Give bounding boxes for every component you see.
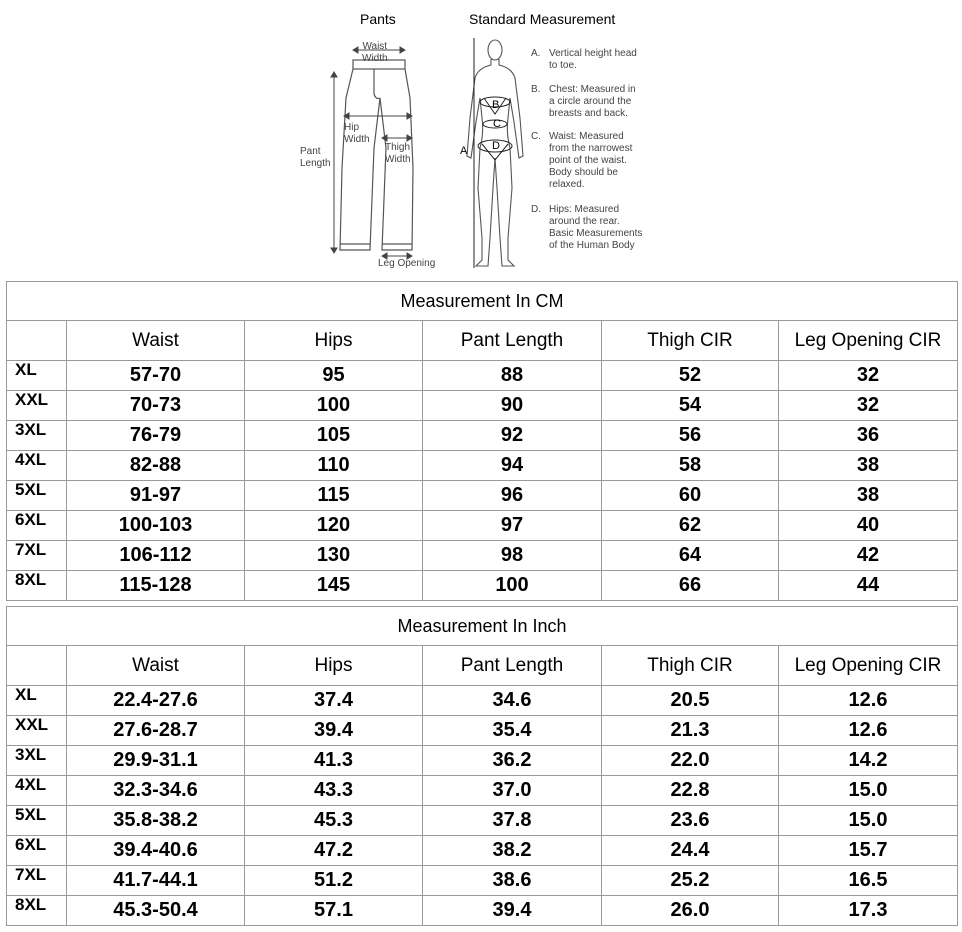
table-cell: 38.6 [423, 866, 602, 896]
table-header-row [7, 646, 958, 686]
table-cell: 26.0 [602, 896, 779, 926]
table-cell: 100 [245, 391, 423, 421]
hip-width-label: Hip Width [344, 122, 370, 145]
size-label: XXL [7, 716, 67, 746]
note-c-text: Waist: Measured from the narrowest point of the waist. Body should be relaxed. [549, 131, 633, 190]
table-cell: 58 [602, 451, 779, 481]
table-cell: 90 [423, 391, 602, 421]
table-row [7, 836, 958, 866]
table-cell: 62 [602, 511, 779, 541]
table-cell: 66 [602, 571, 779, 601]
size-label: XL [7, 686, 67, 716]
table-cell: 16.5 [779, 866, 958, 896]
size-label: 4XL [7, 776, 67, 806]
table-cell: 60 [602, 481, 779, 511]
column-header [7, 321, 67, 361]
table-cell: 57.1 [245, 896, 423, 926]
table-cell: 70-73 [67, 391, 245, 421]
table-cell: 76-79 [67, 421, 245, 451]
table-cell: 38.2 [423, 836, 602, 866]
leg-opening-label: Leg Opening [378, 258, 436, 269]
inch-size-table [6, 606, 958, 926]
table-row [7, 866, 958, 896]
table-row [7, 896, 958, 926]
table-cell: 32 [779, 391, 958, 421]
table-cell: 100 [423, 571, 602, 601]
table-cell: 38 [779, 451, 958, 481]
table-cell: 96 [423, 481, 602, 511]
table-cell: 39.4-40.6 [67, 836, 245, 866]
size-label: 7XL [7, 541, 67, 571]
table-row [7, 421, 958, 451]
table-cell: 14.2 [779, 746, 958, 776]
table-cell: 91-97 [67, 481, 245, 511]
table-cell: 115-128 [67, 571, 245, 601]
table-row [7, 746, 958, 776]
table-cell: 38 [779, 481, 958, 511]
table-cell: 36 [779, 421, 958, 451]
body-letter-a: A [460, 145, 468, 157]
table-cell: 106-112 [67, 541, 245, 571]
table-row [7, 511, 958, 541]
table-row [7, 686, 958, 716]
table-title: Measurement In Inch [7, 607, 958, 646]
table-cell: 42 [779, 541, 958, 571]
table-row [7, 571, 958, 601]
table-cell: 45.3-50.4 [67, 896, 245, 926]
size-label: 8XL [7, 896, 67, 926]
size-label: 5XL [7, 481, 67, 511]
cm-size-table [6, 281, 958, 601]
body-letter-d: D [492, 140, 500, 152]
table-row [7, 361, 958, 391]
table-cell: 41.3 [245, 746, 423, 776]
table-title-row [7, 607, 958, 646]
table-cell: 44 [779, 571, 958, 601]
column-header [7, 646, 67, 686]
table-cell: 36.2 [423, 746, 602, 776]
table-cell: 22.8 [602, 776, 779, 806]
table-row [7, 541, 958, 571]
table-cell: 12.6 [779, 686, 958, 716]
note-b-text: Chest: Measured in a circle around the breasts and back. [549, 84, 636, 119]
size-label: 8XL [7, 571, 67, 601]
table-cell: 15.7 [779, 836, 958, 866]
table-cell: 15.0 [779, 806, 958, 836]
table-cell: 52 [602, 361, 779, 391]
table-cell: 105 [245, 421, 423, 451]
table-cell: 51.2 [245, 866, 423, 896]
table-cell: 115 [245, 481, 423, 511]
column-header: Leg Opening CIR [779, 646, 958, 686]
table-cell: 22.4-27.6 [67, 686, 245, 716]
table-cell: 12.6 [779, 716, 958, 746]
table-cell: 45.3 [245, 806, 423, 836]
column-header: Hips [245, 646, 423, 686]
table-cell: 24.4 [602, 836, 779, 866]
table-cell: 120 [245, 511, 423, 541]
size-label: XL [7, 361, 67, 391]
waist-width-label: Waist Width [362, 41, 388, 64]
table-cell: 39.4 [423, 896, 602, 926]
table-cell: 95 [245, 361, 423, 391]
table-cell: 34.6 [423, 686, 602, 716]
table-cell: 41.7-44.1 [67, 866, 245, 896]
thigh-width-label: Thigh Width [385, 142, 411, 165]
column-header: Pant Length [423, 321, 602, 361]
table-cell: 40 [779, 511, 958, 541]
column-header: Waist [67, 646, 245, 686]
table-cell: 29.9-31.1 [67, 746, 245, 776]
size-label: 7XL [7, 866, 67, 896]
column-header: Waist [67, 321, 245, 361]
column-header: Hips [245, 321, 423, 361]
table-cell: 57-70 [67, 361, 245, 391]
table-header-row [7, 321, 958, 361]
table-cell: 145 [245, 571, 423, 601]
table-row [7, 806, 958, 836]
table-cell: 92 [423, 421, 602, 451]
table-cell: 37.0 [423, 776, 602, 806]
table-row [7, 716, 958, 746]
size-label: 5XL [7, 806, 67, 836]
table-cell: 35.4 [423, 716, 602, 746]
table-cell: 56 [602, 421, 779, 451]
size-label: 6XL [7, 511, 67, 541]
table-cell: 82-88 [67, 451, 245, 481]
table-cell: 43.3 [245, 776, 423, 806]
size-label: 3XL [7, 746, 67, 776]
table-cell: 21.3 [602, 716, 779, 746]
table-cell: 37.4 [245, 686, 423, 716]
table-cell: 32 [779, 361, 958, 391]
body-illustration [462, 38, 532, 273]
table-cell: 47.2 [245, 836, 423, 866]
table-cell: 22.0 [602, 746, 779, 776]
pant-length-label: Pant Length [300, 146, 331, 169]
table-cell: 32.3-34.6 [67, 776, 245, 806]
body-letter-c: C [493, 118, 501, 130]
column-header: Thigh CIR [602, 646, 779, 686]
size-label: XXL [7, 391, 67, 421]
table-cell: 130 [245, 541, 423, 571]
table-cell: 64 [602, 541, 779, 571]
table-cell: 54 [602, 391, 779, 421]
table-cell: 35.8-38.2 [67, 806, 245, 836]
table-cell: 39.4 [245, 716, 423, 746]
standard-measurement-title: Standard Measurement [469, 11, 616, 27]
column-header: Thigh CIR [602, 321, 779, 361]
note-a-text: Vertical height head to toe. [549, 48, 637, 71]
table-cell: 98 [423, 541, 602, 571]
size-label: 4XL [7, 451, 67, 481]
table-row [7, 481, 958, 511]
table-cell: 97 [423, 511, 602, 541]
table-row [7, 776, 958, 806]
note-d-text: Hips: Measured around the rear. Basic Measurements of the Human Body [549, 204, 643, 251]
table-cell: 15.0 [779, 776, 958, 806]
table-cell: 27.6-28.7 [67, 716, 245, 746]
column-header: Leg Opening CIR [779, 321, 958, 361]
table-title: Measurement In CM [7, 282, 958, 321]
body-letter-b: B [492, 99, 500, 111]
table-cell: 94 [423, 451, 602, 481]
table-row [7, 391, 958, 421]
table-cell: 100-103 [67, 511, 245, 541]
table-cell: 23.6 [602, 806, 779, 836]
table-title-row [7, 282, 958, 321]
size-label: 3XL [7, 421, 67, 451]
size-label: 6XL [7, 836, 67, 866]
table-cell: 17.3 [779, 896, 958, 926]
table-row [7, 451, 958, 481]
table-cell: 25.2 [602, 866, 779, 896]
table-cell: 20.5 [602, 686, 779, 716]
table-cell: 37.8 [423, 806, 602, 836]
table-cell: 88 [423, 361, 602, 391]
measurement-diagram: Pants Standard Measurement Waist Width Hip Width Pant Length Thigh Width Leg Opening B C D A A. Vertical height head to toe. B. Chest: Measured in a circle around the breasts and back. C. Waist: Measured from the narrowest point of the waist. Body should be relaxed. D. Hips: Measured around the rear. Basic Measurements of the Human Body [0, 0, 962, 278]
table-cell: 110 [245, 451, 423, 481]
column-header: Pant Length [423, 646, 602, 686]
pants-title: Pants [360, 11, 396, 27]
